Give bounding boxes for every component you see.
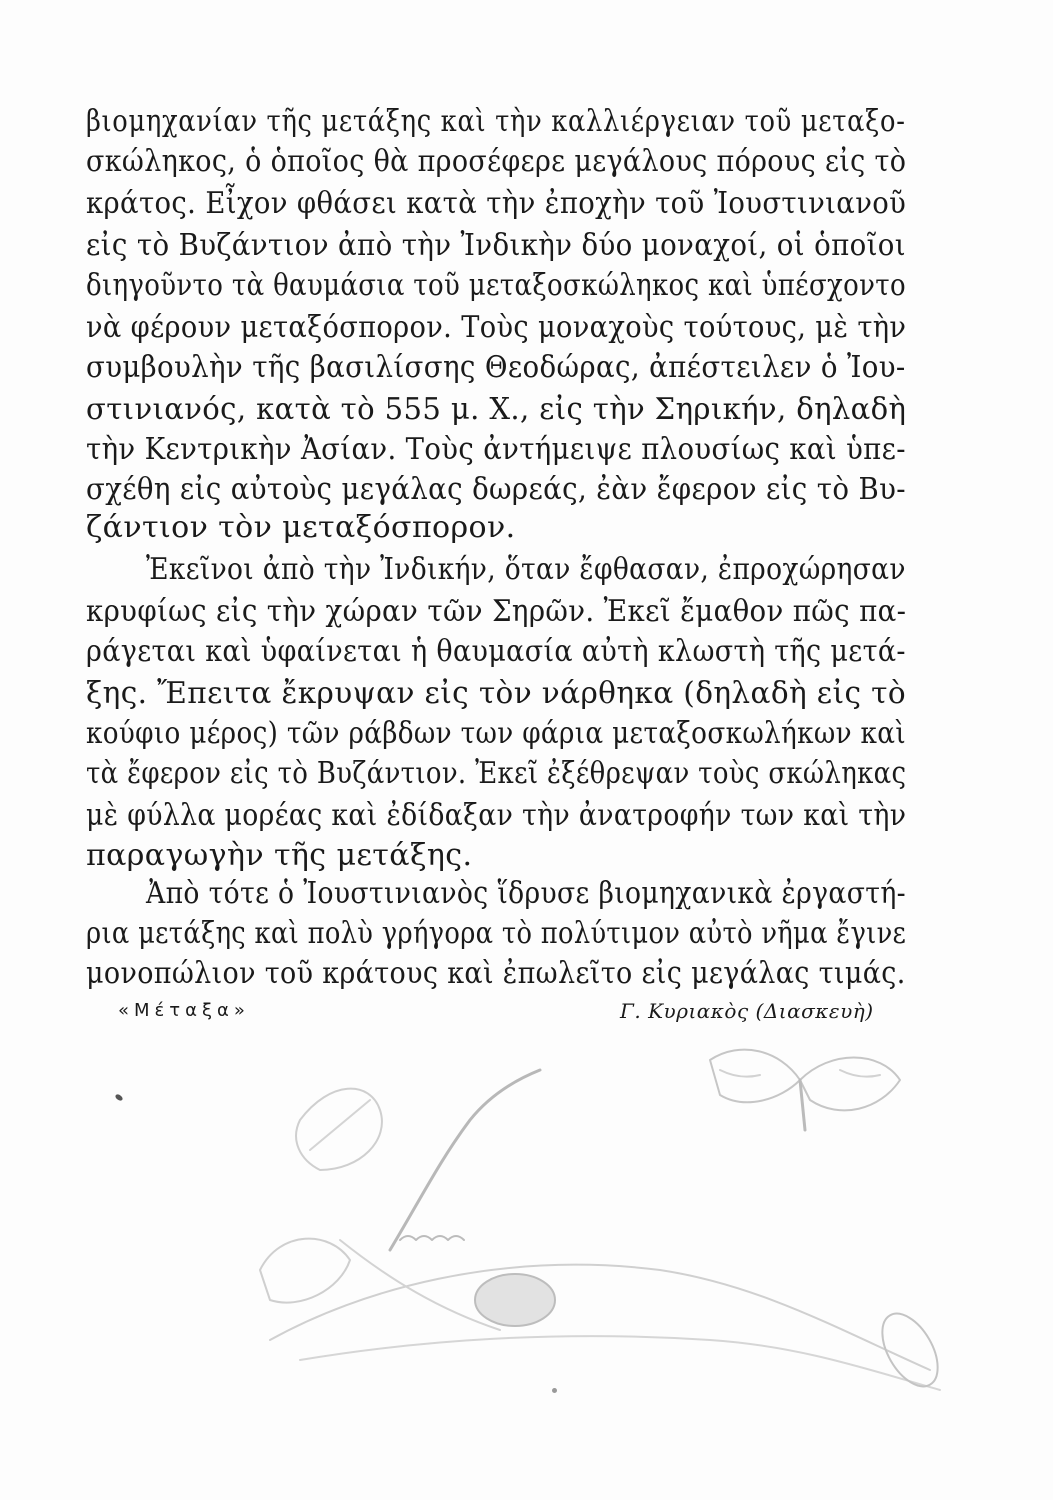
text-line-7: συμβουλὴν τῆς βασιλίσσης Θεοδώρας, ἀπέστειλεν ὁ Ἰου- — [86, 350, 906, 385]
text-line-5: διηγοῦντο τὰ θαυμάσια τοῦ μεταξοσκώληκος καὶ ὑπέσχοντο — [86, 268, 906, 303]
text-line-6: νὰ φέρουν μεταξόσπορον. Τοὺς μοναχοὺς τούτους, μὲ τὴν — [86, 310, 907, 345]
text-line-12: Ἐκεῖνοι ἀπὸ τὴν Ἰνδικήν, ὅταν ἔφθασαν, ἐπροχώρησαν — [146, 552, 906, 587]
text-line-10: σχέθη εἰς αὐτοὺς μεγάλας δωρεάς, ἐὰν ἔφερον εἰς τὸ Βυ- — [86, 472, 906, 507]
text-line-1: βιομηχανίαν τῆς μετάξης καὶ τὴν καλλιέργειαν τοῦ μεταξο- — [86, 104, 906, 139]
text-line-3: κράτος. Εἶχον φθάσει κατὰ τὴν ἐποχὴν τοῦ Ἰουστινιανοῦ — [86, 186, 907, 221]
silkworm-moth-mulberry-illustration-icon — [240, 1040, 960, 1440]
author-credit: Γ. Κυριακὸς (Διασκευὴ) — [620, 999, 874, 1023]
text-line-18: μὲ φύλλα μορέας καὶ ἐδίδαξαν τὴν ἀνατροφήν των καὶ τὴν — [86, 798, 907, 833]
text-line-16: κούφιο μέρος) τῶν ράβδων των φάρια μεταξοσκωλήκων καὶ — [86, 716, 906, 751]
text-line-14: ράγεται καὶ ὑφαίνεται ἡ θαυμασία αὐτὴ κλωστὴ τῆς μετά- — [86, 634, 906, 669]
speck-mark — [114, 1093, 123, 1102]
text-line-13: κρυφίως εἰς τὴν χώραν τῶν Σηρῶν. Ἐκεῖ ἔμαθον πῶς πα- — [86, 594, 907, 629]
text-line-20: Ἀπὸ τότε ὁ Ἰουστινιανὸς ἵδρυσε βιομηχανικὰ ἐργαστή- — [146, 876, 906, 911]
source-title: «Μέταξα» — [118, 1000, 250, 1021]
text-line-19: παραγωγὴν τῆς μετάξης. — [86, 838, 473, 873]
text-line-22: μονοπώλιον τοῦ κράτους καὶ ἐπωλεῖτο εἰς μεγάλας τιμάς. — [86, 956, 906, 991]
text-line-15: ξης. Ἔπειτα ἔκρυψαν εἰς τὸν νάρθηκα (δηλαδὴ εἰς τὸ — [86, 676, 906, 711]
text-line-11: ζάντιον τὸν μεταξόσπορον. — [86, 510, 516, 545]
text-line-4: εἰς τὸ Βυζάντιον ἀπὸ τὴν Ἰνδικὴν δύο μοναχοί, οἱ ὁποῖοι — [86, 228, 906, 263]
text-line-8: στινιανός, κατὰ τὸ 555 μ. Χ., εἰς τὴν Σηρικήν, δηλαδὴ — [86, 392, 907, 427]
text-line-21: ρια μετάξης καὶ πολὺ γρήγορα τὸ πολύτιμον αὐτὸ νῆμα ἔγινε — [86, 916, 907, 951]
text-line-17: τὰ ἔφερον εἰς τὸ Βυζάντιον. Ἐκεῖ ἐξέθρεψαν τοὺς σκώληκας — [86, 756, 907, 791]
text-line-2: σκώληκος, ὁ ὁποῖος θὰ προσέφερε μεγάλους πόρους εἰς τὸ — [86, 144, 907, 179]
text-line-9: τὴν Κεντρικὴν Ἀσίαν. Τοὺς ἀντήμειψε πλουσίως καὶ ὑπε- — [86, 432, 906, 467]
